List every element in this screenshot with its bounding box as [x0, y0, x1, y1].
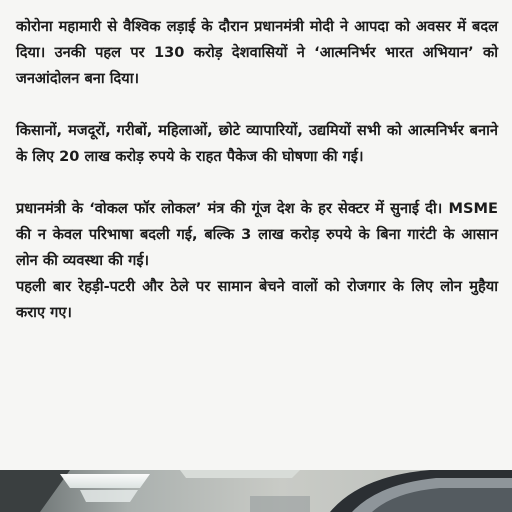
paragraph-relief-package: किसानों, मजदूरों, गरीबों, महिलाओं, छोटे व्यापारियों, उद्यमियों सभी को आत्मनिर्भर बनाने के लिए 20 लाख करोड़ रुपये के राहत पैकेज की घोषणा की गई। [16, 122, 498, 165]
paragraph-vocal-for-local: प्रधानमंत्री के ‘वोकल फॉर लोकल’ मंत्र की गूंज देश के हर सेक्टर में सुनाई दी। MSME की न केवल परिभाषा बदली गई, बल्कि 3 लाख करोड़ रुपये के बिना गारंटी के आसान लोन की व्यवस्था की गई। [16, 200, 498, 269]
paragraph-spacer [16, 170, 498, 196]
paragraph-street-vendors: पहली बार रेहड़ी-पटरी और ठेले पर सामान बेचने वालों को रोजगार के लिए लोन मुहैया कराए गए। [16, 278, 498, 321]
photo-preview [0, 466, 512, 512]
workshop-photo-graphic [0, 466, 512, 512]
paragraph-aatmanirbhar-abhiyan: कोरोना महामारी से वैश्विक लड़ाई के दौरान प्रधानमंत्री मोदी ने आपदा को अवसर में बदल दिया। उनकी पहल पर 130 करोड़ देशवासियों ने ‘आत्मनिर्भर भारत अभियान’ को जनआंदोलन बना दिया। [16, 18, 498, 87]
article-body [16, 14, 498, 326]
paragraph-spacer [16, 92, 498, 118]
